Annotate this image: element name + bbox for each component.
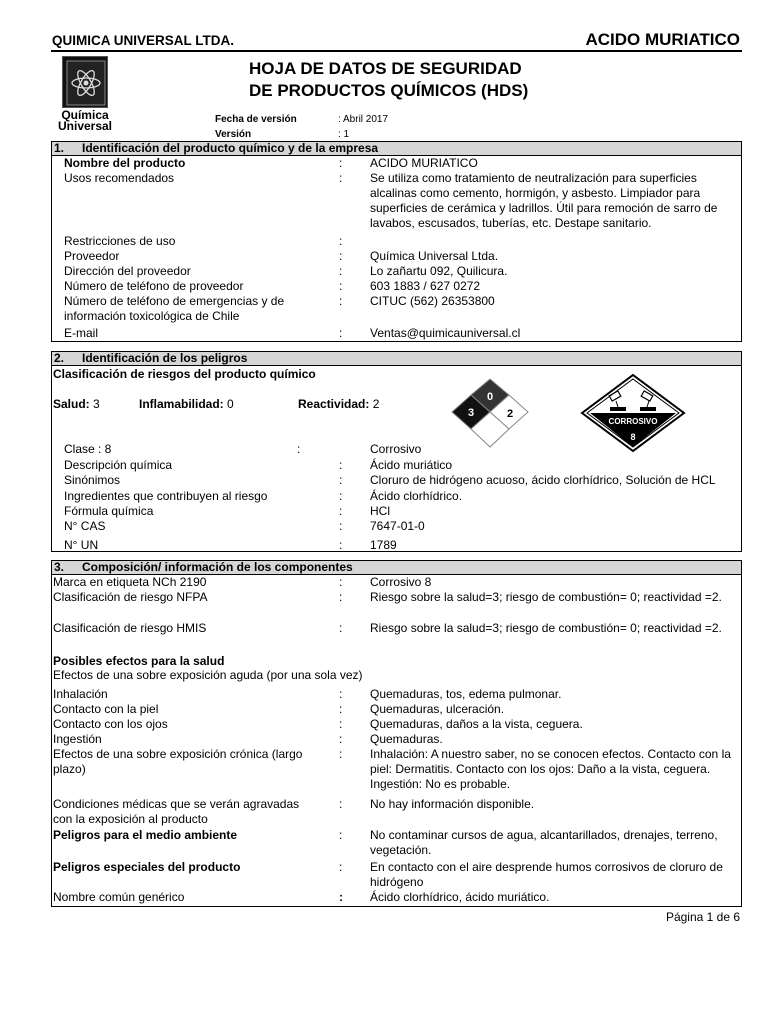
row-label: N° CAS [64, 519, 106, 533]
row-colon: : [339, 621, 343, 635]
company-name: QUIMICA UNIVERSAL LTDA. [52, 33, 234, 48]
row-colon: : [297, 442, 301, 456]
row-label: E-mail [64, 326, 99, 340]
product-name-header: ACIDO MURIATICO [585, 30, 740, 49]
logo-text: Química Universal [57, 108, 113, 133]
row-value: Se utiliza como tratamiento de neutralización para superficies alcalinas como cemento, hormigón, y asbesto. Limpiador para superficies de cerámica y ladrillos. Útil para remoción de sarro de lavabos, escusados, tuberías, etc. Destape sanitario. [370, 171, 718, 230]
row-value: Ácido muriático [370, 458, 453, 472]
row-colon: : [339, 489, 343, 503]
section-2 [51, 351, 742, 552]
row-label: Condiciones médicas que se verán agravadas con la exposición al producto [53, 797, 300, 826]
row-value: 603 1883 / 627 0272 [370, 279, 481, 293]
corrosive-pictogram-icon [580, 373, 686, 453]
row-label: Clase : 8 [64, 442, 112, 456]
row-colon: : [339, 249, 343, 263]
row-colon: : [339, 504, 343, 518]
section-3 [51, 560, 742, 907]
row-label: Contacto con los ojos [53, 717, 168, 731]
section-1 [51, 141, 742, 342]
row-label: Fórmula química [64, 504, 154, 518]
row-value: 1789 [370, 538, 397, 552]
row-colon: : [339, 590, 343, 604]
section-2-title: Identificación de los peligros [82, 351, 248, 365]
row-label: Peligros para el medio ambiente [53, 828, 238, 842]
row-value: 7647-01-0 [370, 519, 425, 533]
inflamabilidad-value: 0 [227, 397, 234, 411]
quimica-universal-logo [62, 56, 108, 108]
row-value: Quemaduras, daños a la vista, ceguera. [370, 717, 583, 731]
row-label: Contacto con la piel [53, 702, 159, 716]
row-label: Peligros especiales del producto [53, 860, 241, 874]
section-1-header [52, 142, 741, 156]
row-colon: : [339, 717, 343, 731]
row-colon: : [339, 326, 343, 340]
row-colon: : [339, 575, 343, 589]
row-label: Número de teléfono de proveedor [64, 279, 244, 293]
email-value: Ventas@quimicauniversal.cl [370, 326, 521, 340]
row-colon: : [339, 234, 343, 248]
row-label: Descripción química [64, 458, 173, 472]
row-colon: : [339, 156, 343, 170]
row-value: Riesgo sobre la salud=3; riesgo de combustión= 0; reactividad =2. [370, 621, 722, 635]
row-label: Clasificación de riesgo HMIS [53, 621, 207, 635]
inflamabilidad-label: Inflamabilidad: [139, 397, 224, 411]
fecha-value: : Abril 2017 [338, 114, 389, 125]
row-value: HCl [370, 504, 390, 518]
section-3-header [52, 561, 741, 575]
section-2-number: 2. [54, 351, 65, 365]
row-label: Proveedor [64, 249, 120, 263]
row-colon: : [339, 702, 343, 716]
section-3-number: 3. [54, 560, 65, 574]
row-value: CITUC (562) 26353800 [370, 294, 495, 308]
row-value: Química Universal Ltda. [370, 249, 499, 263]
row-value: Ácido clorhídrico, ácido muriático. [370, 890, 550, 904]
row-label: Dirección del proveedor [64, 264, 191, 278]
row-colon: : [339, 797, 343, 811]
row-colon: : [339, 538, 343, 552]
section-1-title: Identificación del producto químico y de la empresa [82, 141, 379, 155]
header-divider [51, 50, 742, 52]
atom-icon [63, 57, 109, 109]
row-value: Quemaduras. [370, 732, 443, 746]
section-3-title: Composición/ información de los componentes [82, 560, 353, 574]
row-colon: : [339, 687, 343, 701]
row-value: Quemaduras, ulceración. [370, 702, 505, 716]
nfpa-reactivity-number: 2 [506, 408, 514, 420]
row-colon: : [339, 279, 343, 293]
row-value: Lo zañartu 092, Quilicura. [370, 264, 508, 278]
row-value: No hay información disponible. [370, 797, 535, 811]
reactividad-label: Reactividad: [298, 397, 370, 411]
title-line-1: HOJA DE DATOS DE SEGURIDAD [249, 59, 522, 78]
reactividad-value: 2 [372, 397, 380, 411]
row-label: Número de teléfono de emergencias y de información toxicológica de Chile [64, 294, 285, 323]
row-colon: : [339, 747, 343, 761]
pictogram-number: 8 [630, 432, 636, 442]
nfpa-flammability-number: 0 [486, 391, 494, 403]
row-colon: : [339, 171, 343, 185]
row-colon: : [339, 458, 343, 472]
section-2-header [52, 352, 741, 366]
row-label: Restricciones de uso [64, 234, 176, 248]
row-colon: : [339, 890, 343, 904]
document-title [249, 58, 528, 102]
row-value: Cloruro de hidrógeno acuoso, ácido clorhídrico, Solución de HCL [370, 473, 716, 487]
row-value: Riesgo sobre la salud=3; riesgo de combustión= 0; reactividad =2. [370, 590, 722, 604]
row-label: Efectos de una sobre exposición crónica (largo plazo) [53, 747, 303, 776]
row-value: Corrosivo [370, 442, 422, 456]
row-colon: : [339, 264, 343, 278]
nfpa-diamond-icon [442, 375, 538, 451]
row-colon: : [339, 473, 343, 487]
reactividad-rating [298, 397, 379, 412]
row-label: Ingestión [53, 732, 102, 746]
section-2-subtitle: Clasificación de riesgos del producto químico [53, 367, 316, 381]
row-label: Clasificación de riesgo NFPA [53, 590, 208, 604]
row-label: Inhalación [53, 687, 108, 701]
row-value: ACIDO MURIATICO [370, 156, 478, 170]
row-label: Nombre común genérico [53, 890, 185, 904]
row-colon: : [339, 860, 343, 874]
row-label: Nombre del producto [64, 156, 186, 170]
row-label: Usos recomendados [64, 171, 175, 185]
row-colon: : [339, 294, 343, 308]
salud-rating [53, 397, 100, 412]
row-value: Corrosivo 8 [370, 575, 432, 589]
row-value: No contaminar cursos de agua, alcantarillados, drenajes, terreno, vegetación. [370, 828, 718, 857]
version-value: : 1 [338, 129, 350, 140]
acute-exposure-heading: Efectos de una sobre exposición aguda (por una sola vez) [53, 668, 363, 682]
row-value: Inhalación: A nuestro saber, no se conocen efectos. Contacto con la piel: Dermatitis. Contacto con los ojos: Daño a la vista, ceguera. Ingestión: No es probable. [370, 747, 731, 791]
row-label: Sinónimos [64, 473, 121, 487]
section-1-number: 1. [54, 141, 65, 155]
fecha-label: Fecha de versión [215, 114, 297, 125]
row-colon: : [339, 732, 343, 746]
row-label: N° UN [64, 538, 99, 552]
pictogram-label: CORROSIVO [608, 417, 658, 426]
row-value: En contacto con el aire desprende humos corrosivos de cloruro de hidrógeno [370, 860, 723, 889]
nfpa-health-number: 3 [467, 407, 475, 419]
row-value: Ácido clorhídrico. [370, 489, 463, 503]
version-label: Versión [215, 129, 252, 140]
salud-value: 3 [93, 397, 100, 411]
health-effects-heading: Posibles efectos para la salud [53, 654, 225, 668]
row-colon: : [339, 828, 343, 842]
inflamabilidad-rating [139, 397, 234, 412]
row-colon: : [339, 519, 343, 533]
title-line-2: DE PRODUCTOS QUÍMICOS (HDS) [249, 81, 529, 100]
salud-label: Salud: [53, 397, 90, 411]
row-label: Marca en etiqueta NCh 2190 [53, 575, 207, 589]
row-label: Ingredientes que contribuyen al riesgo [64, 489, 268, 503]
row-value: Quemaduras, tos, edema pulmonar. [370, 687, 562, 701]
page-number: Página 1 de 6 [665, 910, 740, 924]
